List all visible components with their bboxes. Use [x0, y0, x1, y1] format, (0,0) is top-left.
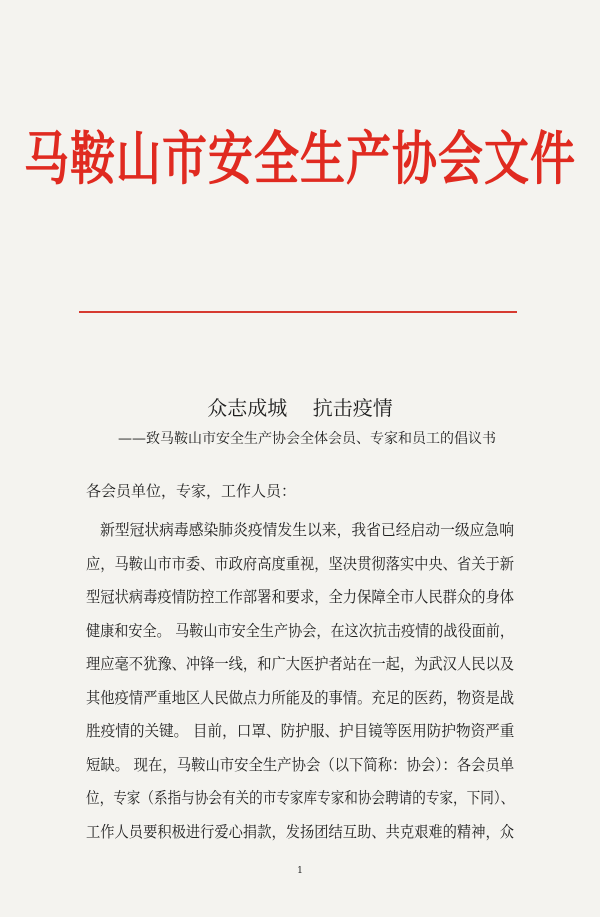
body-line: 理应毫不犹豫、冲锋一线，和广大医护者站在一起，为武汉人民以及: [86, 655, 515, 673]
letter-salutation: 各会员单位，专家，工作人员：: [86, 482, 297, 500]
body-line: 其他疫情严重地区人民做点力所能及的事情。充足的医药，物资是战: [86, 689, 515, 707]
body-line: 应，马鞍山市市委、市政府高度重视，坚决贯彻落实中央、省关于新: [86, 555, 515, 573]
body-line: 工作人员要积极进行爱心捐款，发扬团结互助、共克艰难的精神，众: [86, 823, 515, 841]
body-line: 短缺。 现在，马鞍山市安全生产协会（以下简称：协会）：各会员单: [86, 756, 515, 774]
header-red-rule: [79, 311, 517, 313]
body-line: 健康和安全。 马鞍山市安全生产协会，在这次抗击疫情的战役面前，: [86, 622, 514, 640]
body-line: 位，专家（系指与协会有关的市专家库专家和协会聘请的专家，下同）、: [86, 789, 515, 807]
page-number: 1: [297, 866, 303, 876]
body-line: 型冠状病毒疫情防控工作部署和要求，全力保障全市人民群众的身体: [86, 588, 515, 606]
letter-headline: 众志成城 抗击疫情: [207, 396, 393, 420]
document-header-title: 马鞍山市安全生产协会文件: [23, 124, 576, 193]
body-line: 新型冠状病毒感染肺炎疫情发生以来，我省已经启动一级应急响: [100, 521, 515, 539]
body-line: 胜疫情的关键。 目前，口罩、防护服、护目镜等医用防护物资严重: [86, 722, 515, 740]
letter-subheadline: ——致马鞍山市安全生产协会全体会员、专家和员工的倡议书: [118, 431, 496, 447]
